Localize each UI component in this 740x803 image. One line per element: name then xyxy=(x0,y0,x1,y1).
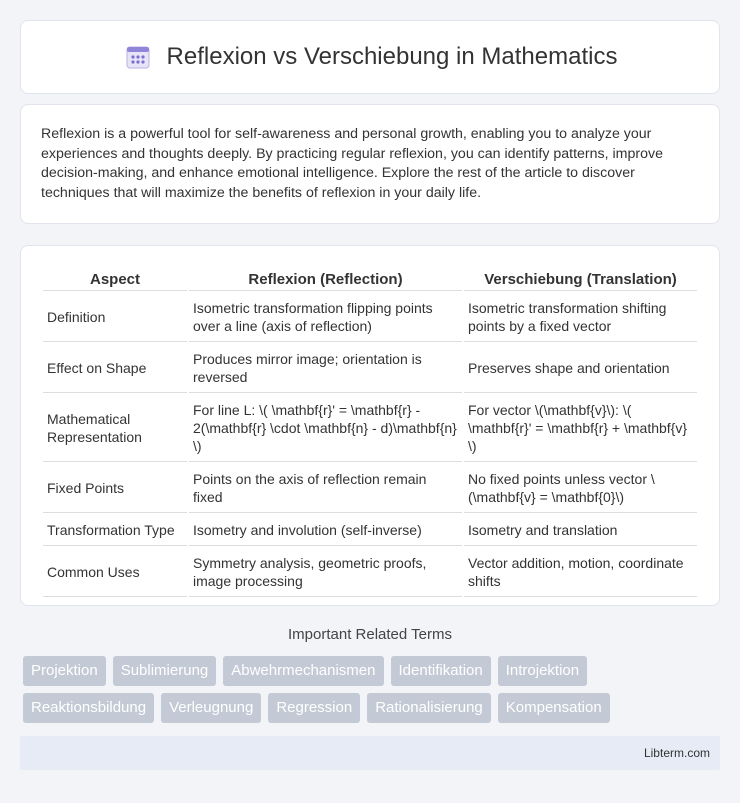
cell-reflexion: Isometric transformation flipping points over a line (axis of reflection) xyxy=(189,293,462,342)
table-header-row xyxy=(43,268,697,291)
cell-verschiebung: Vector addition, motion, coordinate shifts xyxy=(464,548,697,597)
comparison-card xyxy=(20,245,720,606)
related-terms-tags xyxy=(20,656,720,723)
tag-kompensation[interactable]: Kompensation xyxy=(498,693,610,723)
tag-sublimierung[interactable]: Sublimierung xyxy=(113,656,217,686)
footer xyxy=(20,736,720,770)
tag-verleugnung[interactable]: Verleugnung xyxy=(161,693,261,723)
comparison-table xyxy=(41,266,699,599)
intro-card xyxy=(20,104,720,224)
table-row xyxy=(43,464,697,513)
tag-identifikation[interactable]: Identifikation xyxy=(391,656,491,686)
footer-brand-link[interactable]: Libterm.com xyxy=(643,746,710,760)
tag-regression[interactable]: Regression xyxy=(268,693,360,723)
cell-reflexion: Produces mirror image; orientation is reversed xyxy=(189,344,462,393)
calendar-grid-icon xyxy=(123,42,153,72)
table-row xyxy=(43,548,697,597)
cell-verschiebung: Preserves shape and orientation xyxy=(464,344,697,393)
cell-reflexion: For line L: \( \mathbf{r}' = \mathbf{r} - 2(\mathbf{r} \cdot \mathbf{n} - d)\mathbf{n} \) xyxy=(189,395,462,462)
cell-verschiebung: Isometric transformation shifting points by a fixed vector xyxy=(464,293,697,342)
intro-text: Reflexion is a powerful tool for self-awareness and personal growth, enabling you to analyze your experiences and thoughts deeply. By practicing regular reflexion, you can identify patterns, improve decision-making, and enhance emotional intelligence. Explore the rest of the article to discover techniques that will maximize the benefits of reflexion in your daily life. xyxy=(41,126,663,201)
cell-reflexion: Points on the axis of reflection remain fixed xyxy=(189,464,462,513)
page-title: Reflexion vs Verschiebung in Mathematics xyxy=(166,43,618,70)
header-reflexion: Reflexion (Reflection) xyxy=(189,268,462,291)
cell-verschiebung: For vector \(\mathbf{v}\): \( \mathbf{r}' = \mathbf{r} + \mathbf{v} \) xyxy=(464,395,697,462)
header-aspect: Aspect xyxy=(43,268,187,291)
cell-aspect: Common Uses xyxy=(43,548,187,597)
cell-aspect: Transformation Type xyxy=(43,515,187,546)
related-terms-heading: Important Related Terms xyxy=(288,626,452,643)
cell-aspect: Effect on Shape xyxy=(43,344,187,393)
cell-aspect: Fixed Points xyxy=(43,464,187,513)
table-row xyxy=(43,293,697,342)
table-row xyxy=(43,515,697,546)
tag-reaktionsbildung[interactable]: Reaktionsbildung xyxy=(23,693,154,723)
cell-verschiebung: No fixed points unless vector \(\mathbf{v} = \mathbf{0}\) xyxy=(464,464,697,513)
tag-projektion[interactable]: Projektion xyxy=(23,656,106,686)
table-row xyxy=(43,395,697,462)
tag-rationalisierung[interactable]: Rationalisierung xyxy=(367,693,491,723)
cell-verschiebung: Isometry and translation xyxy=(464,515,697,546)
tag-introjektion[interactable]: Introjektion xyxy=(498,656,587,686)
cell-aspect: Definition xyxy=(43,293,187,342)
cell-aspect: Mathematical Representation xyxy=(43,395,187,462)
header-verschiebung: Verschiebung (Translation) xyxy=(464,268,697,291)
cell-reflexion: Isometry and involution (self-inverse) xyxy=(189,515,462,546)
table-row xyxy=(43,344,697,393)
cell-reflexion: Symmetry analysis, geometric proofs, image processing xyxy=(189,548,462,597)
title-card xyxy=(20,20,720,94)
tag-abwehrmechanismen[interactable]: Abwehrmechanismen xyxy=(223,656,383,686)
